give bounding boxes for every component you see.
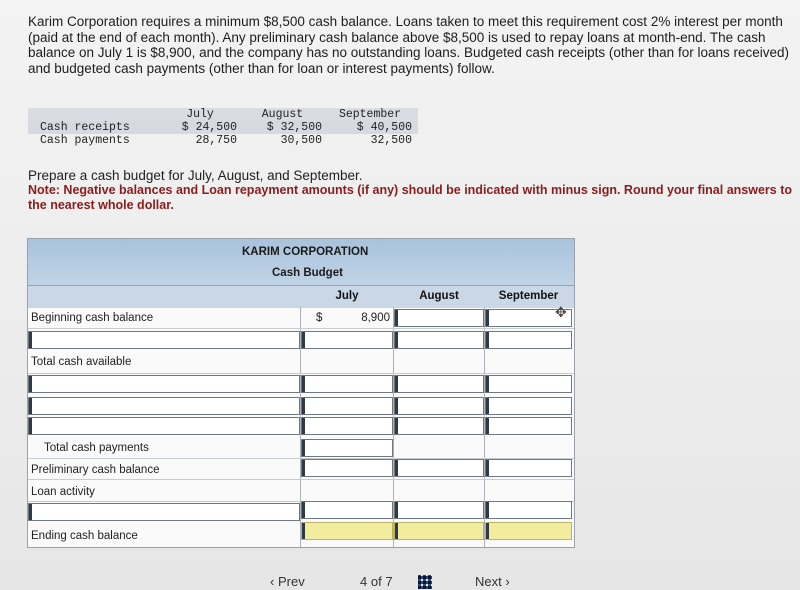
row-label-total-payments: Total cash payments [44, 442, 149, 454]
grid-menu-icon[interactable] [418, 575, 432, 589]
page-of: of [370, 574, 382, 589]
given-cell: $ 40,500 [328, 121, 418, 134]
next-label: Next [475, 574, 502, 589]
row-divider [28, 328, 574, 329]
payment-1-label-input[interactable] [28, 375, 300, 393]
prev-label: Prev [277, 574, 305, 589]
receipts-label-input[interactable] [28, 331, 300, 349]
ending-july-input[interactable] [301, 522, 393, 540]
column-header-september: September [498, 290, 559, 302]
given-header-blank [28, 108, 163, 121]
payment-3-september-input[interactable] [485, 417, 572, 435]
beginning-dollar-sign: $ [316, 312, 323, 324]
loan-september-input[interactable] [485, 501, 572, 519]
payment-1-august-input[interactable] [394, 375, 484, 393]
instruction-prompt: Prepare a cash budget for July, August, and September. [28, 168, 363, 183]
receipts-august-input[interactable] [394, 331, 484, 349]
column-header-august: August [419, 290, 459, 302]
given-row-label: Cash receipts [28, 121, 163, 134]
ending-august-input[interactable] [394, 522, 484, 540]
receipts-september-input[interactable] [485, 331, 572, 349]
payment-3-august-input[interactable] [394, 417, 484, 435]
column-header-row [28, 285, 574, 308]
given-cell: 32,500 [370, 134, 412, 147]
given-header-august: August [243, 108, 328, 121]
loan-august-input[interactable] [394, 501, 484, 519]
given-cell: $ 32,500 [243, 121, 328, 134]
instruction-note: Note: Negative balances and Loan repayment amounts (if any) should be indicated with minus sign. Round your final answers to the nearest whole dollar. [28, 183, 793, 212]
prev-button[interactable] [270, 574, 305, 589]
payment-1-september-input[interactable] [485, 375, 572, 393]
loan-label-input[interactable] [28, 503, 300, 521]
page-indicator [360, 574, 393, 589]
preliminary-september-input[interactable] [485, 459, 572, 477]
row-divider [28, 373, 574, 374]
row-label-ending-cash: Ending cash balance [31, 530, 138, 542]
page-total: 7 [385, 574, 393, 589]
given-cell: $ 24,500 [163, 121, 243, 134]
chevron-right-icon: › [505, 574, 510, 589]
label-column-header [28, 286, 300, 308]
given-header-july: July [163, 108, 243, 121]
row-divider [28, 479, 574, 480]
payment-2-july-input[interactable] [301, 397, 393, 415]
given-cell: 28,750 [195, 134, 237, 147]
payment-3-label-input[interactable] [28, 417, 300, 435]
payment-2-september-input[interactable] [485, 397, 572, 415]
next-button[interactable] [475, 574, 510, 589]
loan-july-input[interactable] [301, 501, 393, 519]
given-cell: 30,500 [280, 134, 322, 147]
beginning-august-input[interactable] [394, 309, 484, 327]
move-cursor-icon: ✥ [555, 304, 567, 320]
preliminary-july-input[interactable] [301, 459, 393, 477]
payment-1-july-input[interactable] [301, 375, 393, 393]
page-current: 4 [360, 574, 368, 589]
row-label-beginning-cash: Beginning cash balance [31, 312, 154, 324]
preliminary-august-input[interactable] [394, 459, 484, 477]
instructions [28, 168, 793, 213]
given-data-table [28, 108, 428, 147]
payment-3-july-input[interactable] [301, 417, 393, 435]
row-label-total-available: Total cash available [31, 356, 132, 368]
cash-budget-worksheet [27, 238, 575, 548]
total-payments-july-input[interactable] [301, 439, 393, 457]
problem-text: Karim Corporation requires a minimum $8,500 cash balance. Loans taken to meet this requirement cost 2% interest per month (paid at the end of each month). Any preliminary cash balance above $8,500 is used to repay loans at month-end. The cash balance on July 1 is $8,900, and the company has no outstanding loans. Budgeted cash receipts (other than for loans received) and budgeted cash payments (other than for loan or interest payments) follow. [28, 14, 789, 76]
given-row-label: Cash payments [40, 134, 130, 147]
column-header-july: July [335, 290, 359, 302]
company-name: KARIM CORPORATION [242, 246, 369, 258]
worksheet-titlebar [28, 239, 574, 285]
row-label-loan-activity: Loan activity [31, 486, 95, 498]
row-label-preliminary: Preliminary cash balance [31, 464, 160, 476]
ending-september-input[interactable] [485, 522, 572, 540]
beginning-july-value: 8,900 [361, 312, 390, 324]
payment-2-label-input[interactable] [28, 397, 300, 415]
given-header-september: September [328, 108, 418, 121]
worksheet-title: Cash Budget [272, 267, 343, 279]
chevron-left-icon: ‹ [270, 574, 275, 589]
payment-2-august-input[interactable] [394, 397, 484, 415]
receipts-july-input[interactable] [301, 331, 393, 349]
